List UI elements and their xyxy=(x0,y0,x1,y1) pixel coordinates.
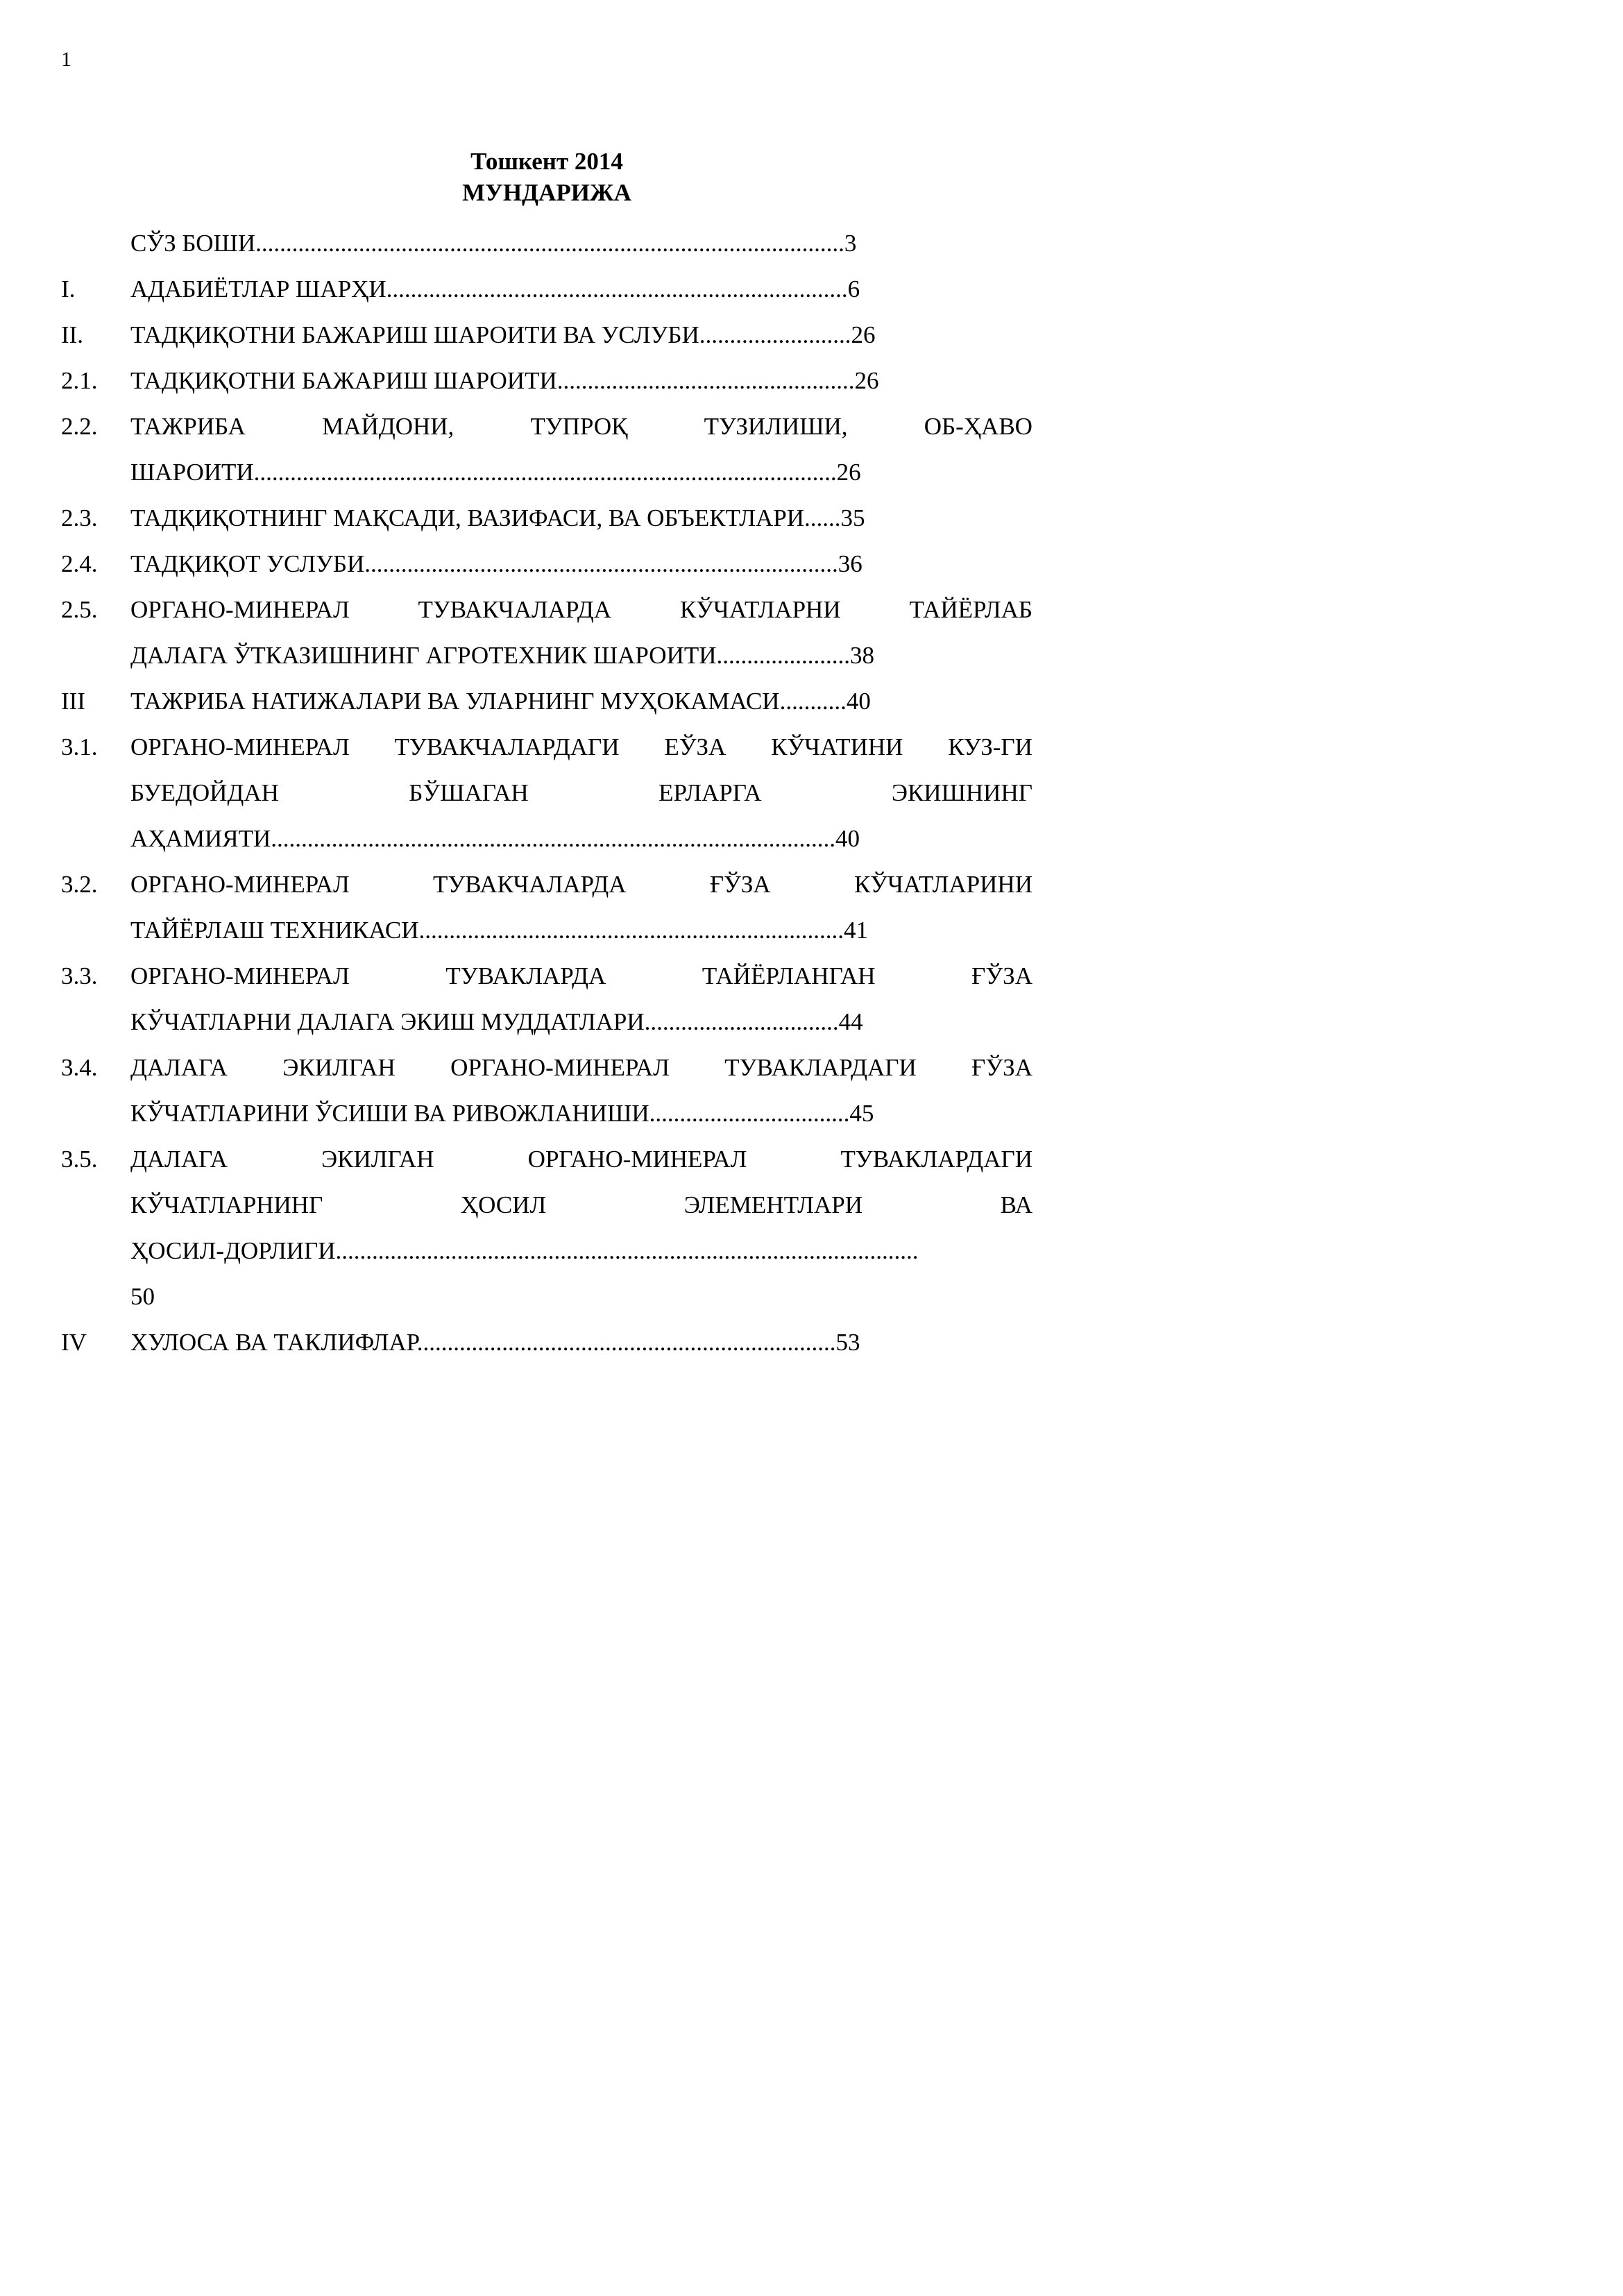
toc-entry-line: ОРГАНО-МИНЕРАЛ ТУВАКЧАЛАРДАГИ ЕЎЗА КЎЧАТИНИ КУЗ-ГИ xyxy=(130,733,1033,760)
toc-entry xyxy=(61,862,1033,953)
toc-entry-text xyxy=(130,1320,1033,1366)
toc-entry-text xyxy=(130,862,1033,953)
toc-entry-number: 2.4. xyxy=(61,550,98,577)
toc-entry-number: IV xyxy=(61,1329,87,1356)
toc-entry-text xyxy=(130,266,1033,312)
toc-entry-line: АҲАМИЯТИ.............................................................................................40 xyxy=(130,825,860,852)
toc-entry-text xyxy=(130,953,1033,1045)
toc-entry-line: БУЕДОЙДАН БЎШАГАН ЕРЛАРГА ЭКИШНИНГ xyxy=(130,779,1033,806)
toc-entry xyxy=(61,587,1033,679)
toc-entry-line: ТАДҚИҚОТНИ БАЖАРИШ ШАРОИТИ ВА УСЛУБИ.........................26 xyxy=(130,321,876,348)
toc-entry-line: ОРГАНО-МИНЕРАЛ ТУВАКЛАРДА ТАЙЁРЛАНГАН ҒЎЗА xyxy=(130,962,1033,989)
toc-entry-number: 3.2. xyxy=(61,871,98,898)
toc-entry-line: ТАЖРИБА МАЙДОНИ, ТУПРОҚ ТУЗИЛИШИ, ОБ-ҲАВО xyxy=(130,413,1033,440)
toc-entry-line: ДАЛАГА ЎТКАЗИШНИНГ АГРОТЕХНИК ШАРОИТИ......................38 xyxy=(130,642,874,669)
toc-entry xyxy=(61,1320,1033,1366)
toc-entry xyxy=(61,358,1033,404)
toc-entry-text xyxy=(130,221,1033,266)
table-of-contents xyxy=(61,221,1033,1366)
toc-entry-number: II. xyxy=(61,321,84,348)
toc-entry xyxy=(61,679,1033,724)
page-title: МУНДАРИЖА xyxy=(462,179,631,206)
toc-entry-line: ОРГАНО-МИНЕРАЛ ТУВАКЧАЛАРДА ҒЎЗА КЎЧАТЛАРИНИ xyxy=(130,871,1033,898)
toc-entry-number: 2.3. xyxy=(61,504,98,532)
toc-entry-line: ТАДҚИҚОТНИНГ МАҚСАДИ, ВАЗИФАСИ, ВА ОБЪЕКТЛАРИ......35 xyxy=(130,504,865,532)
toc-entry-line: КЎЧАТЛАРИНИ ЎСИШИ ВА РИВОЖЛАНИШИ.................................45 xyxy=(130,1100,874,1127)
toc-entry-line: КЎЧАТЛАРНИНГ ҲОСИЛ ЭЛЕМЕНТЛАРИ ВА xyxy=(130,1191,1033,1218)
toc-entry-line: АДАБИЁТЛАР ШАРҲИ............................................................................6 xyxy=(130,275,860,303)
toc-entry xyxy=(61,953,1033,1045)
toc-entry xyxy=(61,724,1033,862)
toc-entry-number: 3.4. xyxy=(61,1054,98,1081)
toc-entry-text xyxy=(130,587,1033,679)
toc-entry-line: ШАРОИТИ................................................................................................26 xyxy=(130,459,861,486)
toc-entry xyxy=(61,495,1033,541)
toc-entry-text xyxy=(130,724,1033,862)
toc-entry xyxy=(61,1137,1033,1320)
toc-entry-text xyxy=(130,358,1033,404)
toc-entry-text xyxy=(130,404,1033,495)
toc-entry-line: КЎЧАТЛАРНИ ДАЛАГА ЭКИШ МУДДАТЛАРИ................................44 xyxy=(130,1008,863,1035)
toc-entry-number xyxy=(61,221,130,266)
toc-entry-number: III xyxy=(61,688,85,715)
toc-entry-text xyxy=(130,541,1033,587)
toc-entry-text xyxy=(130,312,1033,358)
toc-entry xyxy=(61,404,1033,495)
toc-entry-line: ОРГАНО-МИНЕРАЛ ТУВАКЧАЛАРДА КЎЧАТЛАРНИ ТАЙЁРЛАБ xyxy=(130,596,1033,623)
toc-entry-line: ҲОСИЛ-ДОРЛИГИ................................................................................................ xyxy=(130,1237,919,1264)
toc-entry-text xyxy=(130,495,1033,541)
toc-entry xyxy=(61,221,1033,266)
toc-entry-text xyxy=(130,1045,1033,1137)
toc-entry-line: ХУЛОСА ВА ТАКЛИФЛАР.....................................................................53 xyxy=(130,1329,860,1356)
toc-entry xyxy=(61,312,1033,358)
toc-entry-number: 2.1. xyxy=(61,367,98,394)
toc-entry-number: 3.1. xyxy=(61,733,98,760)
toc-entry-text xyxy=(130,679,1033,724)
toc-entry-number: 2.2. xyxy=(61,413,98,440)
toc-entry-line: ДАЛАГА ЭКИЛГАН ОРГАНО-МИНЕРАЛ ТУВАКЛАРДАГИ xyxy=(130,1146,1033,1173)
toc-entry xyxy=(61,266,1033,312)
toc-entry-line: 50 xyxy=(130,1283,155,1310)
toc-entry-number: 3.5. xyxy=(61,1146,98,1173)
toc-entry xyxy=(61,541,1033,587)
toc-entry-text xyxy=(130,1137,1033,1320)
toc-entry-line: СЎЗ БОШИ.................................................................................................3 xyxy=(130,230,857,257)
toc-entry-line: ДАЛАГА ЭКИЛГАН ОРГАНО-МИНЕРАЛ ТУВАКЛАРДАГИ ҒЎЗА xyxy=(130,1054,1033,1081)
toc-entry-line: ТАДҚИҚОТНИ БАЖАРИШ ШАРОИТИ.................................................26 xyxy=(130,367,879,394)
city-year: Тошкент 2014 xyxy=(470,148,623,175)
title-block xyxy=(0,146,1094,208)
toc-entry xyxy=(61,1045,1033,1137)
toc-entry-line: ТАДҚИҚОТ УСЛУБИ..............................................................................36 xyxy=(130,550,863,577)
toc-entry-line: ТАЖРИБА НАТИЖАЛАРИ ВА УЛАРНИНГ МУҲОКАМАСИ...........40 xyxy=(130,688,871,715)
page-number: 1 xyxy=(61,48,71,71)
toc-entry-number: I. xyxy=(61,275,76,303)
toc-entry-number: 2.5. xyxy=(61,596,98,623)
toc-entry-number: 3.3. xyxy=(61,962,98,989)
toc-entry-line: ТАЙЁРЛАШ ТЕХНИКАСИ......................................................................41 xyxy=(130,917,869,944)
